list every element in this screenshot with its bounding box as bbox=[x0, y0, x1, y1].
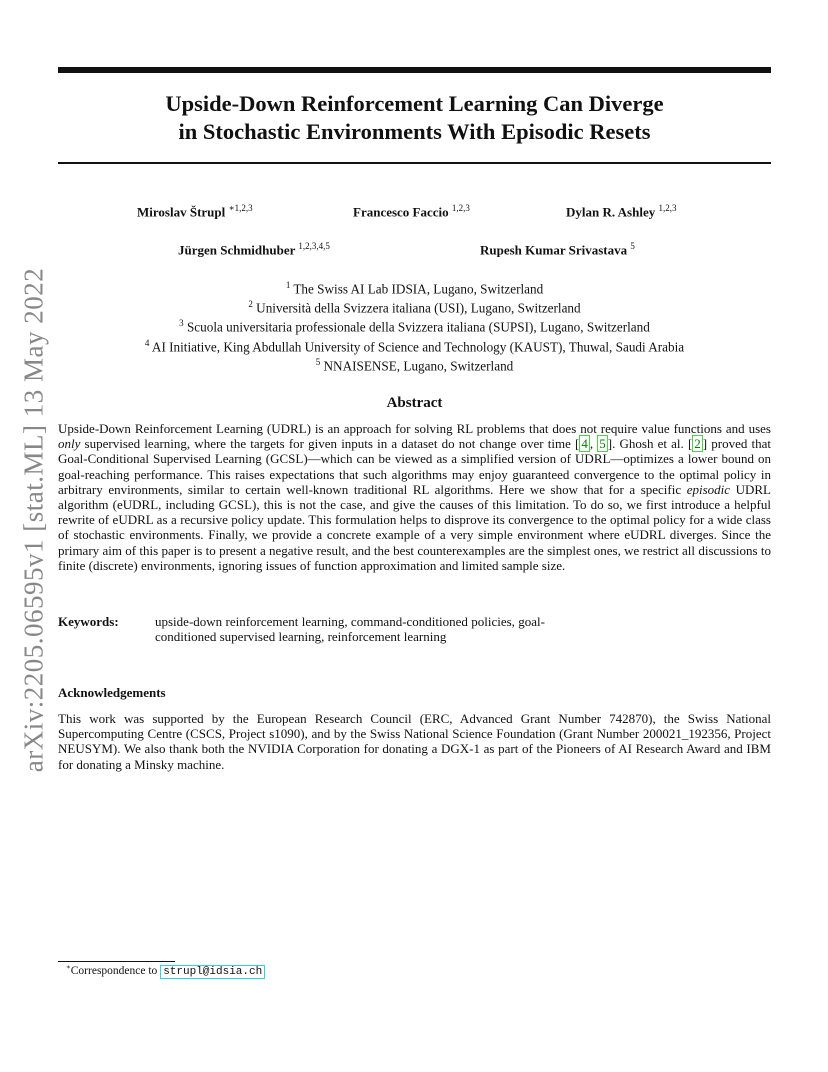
author-name: Miroslav Štrupl bbox=[137, 204, 226, 220]
author-affil-sup: 1,2,3,4,5 bbox=[298, 241, 330, 251]
abstract-body: Upside-Down Reinforcement Learning (UDRL) is an approach for solving RL problems that does not require value functions and uses only supervised learning, where the targets for given inputs in a dataset do not change over time [ 4 , 5 ]. Ghosh et al. [ 2 ] proved that Goal-Conditional Supervised Learning (GCSL)—which can be viewed as a simplified version of UDRL—optimizes a lower bound on goal-reaching performance. This raises expectations that such algorithms may enjoy guaranteed convergence to the optimal policy in arbitrary environments, similar to certain well-known traditional RL algorithms. Here we show that for a specific episodic UDRL algorithm (eUDRL, including GCSL), this is not the case, and give the causes of this limitation. To do so, we first introduce a helpful rewrite of eUDRL as a recursive policy update. This formulation helps to disprove its convergence to the optimal policy for a wide class of stochastic environments. Finally, we provide a concrete example of a very simple environment where eUDRL diverges. Since the primary aim of this paper is to present a negative result, and the best counterexamples are the simplest ones, we restrict all discussions to finite (discrete) environments, ignoring issues of function approximation and limited sample size. bbox=[58, 421, 772, 573]
citation-link-4[interactable]: 4 bbox=[581, 436, 588, 452]
author-affil-sup: 5 bbox=[630, 241, 635, 251]
affiliation-4: $^4$ AI Initiative, King Abdullah University of Science and Technology (KAUST), Thuwal, Saudi Arabia bbox=[144, 337, 685, 354]
email-link[interactable]: strupl@idsia.ch bbox=[160, 965, 265, 979]
footnote-rule bbox=[58, 961, 175, 962]
author-2 bbox=[353, 203, 470, 220]
title-line-1: Upside-Down Reinforcement Learning Can Diverge bbox=[165, 91, 664, 116]
footnote-text: Correspondence to bbox=[70, 964, 161, 977]
author-5 bbox=[480, 241, 635, 258]
keywords-label: Keywords: bbox=[58, 614, 119, 629]
affiliation-5: $^5$ NNAISENSE, Lugano, Switzerland bbox=[315, 356, 514, 374]
affiliations bbox=[58, 278, 771, 374]
author-name: Jürgen Schmidhuber bbox=[178, 242, 296, 258]
author-3 bbox=[566, 203, 676, 220]
affiliation-2: $^2$ Università della Svizzera italiana (USI), Lugano, Switzerland bbox=[248, 299, 581, 316]
author-name: Francesco Faccio bbox=[353, 204, 449, 220]
keywords-text: upside-down reinforcement learning, command-conditioned policies, goal-conditioned supervised learning, reinforcement learning bbox=[155, 614, 545, 645]
affiliation-1: $^1$ The Swiss AI Lab IDSIA, Lugano, Switzerland bbox=[285, 280, 544, 297]
footnote-mark: ∗ bbox=[66, 963, 71, 971]
citation-link-5[interactable]: 5 bbox=[599, 436, 606, 452]
author-1 bbox=[137, 203, 253, 220]
author-4 bbox=[178, 241, 330, 258]
author-name: Rupesh Kumar Srivastava bbox=[480, 242, 628, 258]
citation-link-2[interactable]: 2 bbox=[694, 436, 701, 452]
abstract-heading: Abstract bbox=[386, 395, 443, 411]
title-rule bbox=[58, 162, 771, 164]
footnote bbox=[66, 963, 265, 978]
top-rule bbox=[58, 67, 771, 73]
title-line-2: in Stochastic Environments With Episodic Resets bbox=[178, 119, 651, 144]
author-affil-sup: 1,2,3 bbox=[658, 203, 677, 213]
affiliation-3: $^3$ Scuola universitaria professionale della Svizzera italiana (SUPSI), Lugano, Switzerland bbox=[179, 318, 650, 335]
paper-title bbox=[58, 90, 771, 146]
acknowledgements-heading: Acknowledgements bbox=[58, 685, 166, 700]
author-affil-sup: 1,2,3 bbox=[451, 203, 470, 213]
acknowledgements-text: This work was supported by the European Research Council (ERC, Advanced Grant Number 742870), the Swiss National Supercomputing Centre (CSCS, Project s1090), and by the Swiss National Science Foundation (Grant Number 200021_192356, Project NEUSYM). We also thank both the NVIDIA Corporation for donating a DGX-1 as part of the Pioneers of AI Research Award and IBM for donating a Minsky machine. bbox=[58, 711, 771, 772]
author-name: Dylan R. Ashley bbox=[566, 204, 656, 220]
author-affil-sup: ∗1,2,3 bbox=[228, 203, 253, 213]
arxiv-stamp-text: arXiv:2205.06595v1 [stat.ML] 13 May 2022 bbox=[18, 267, 49, 773]
